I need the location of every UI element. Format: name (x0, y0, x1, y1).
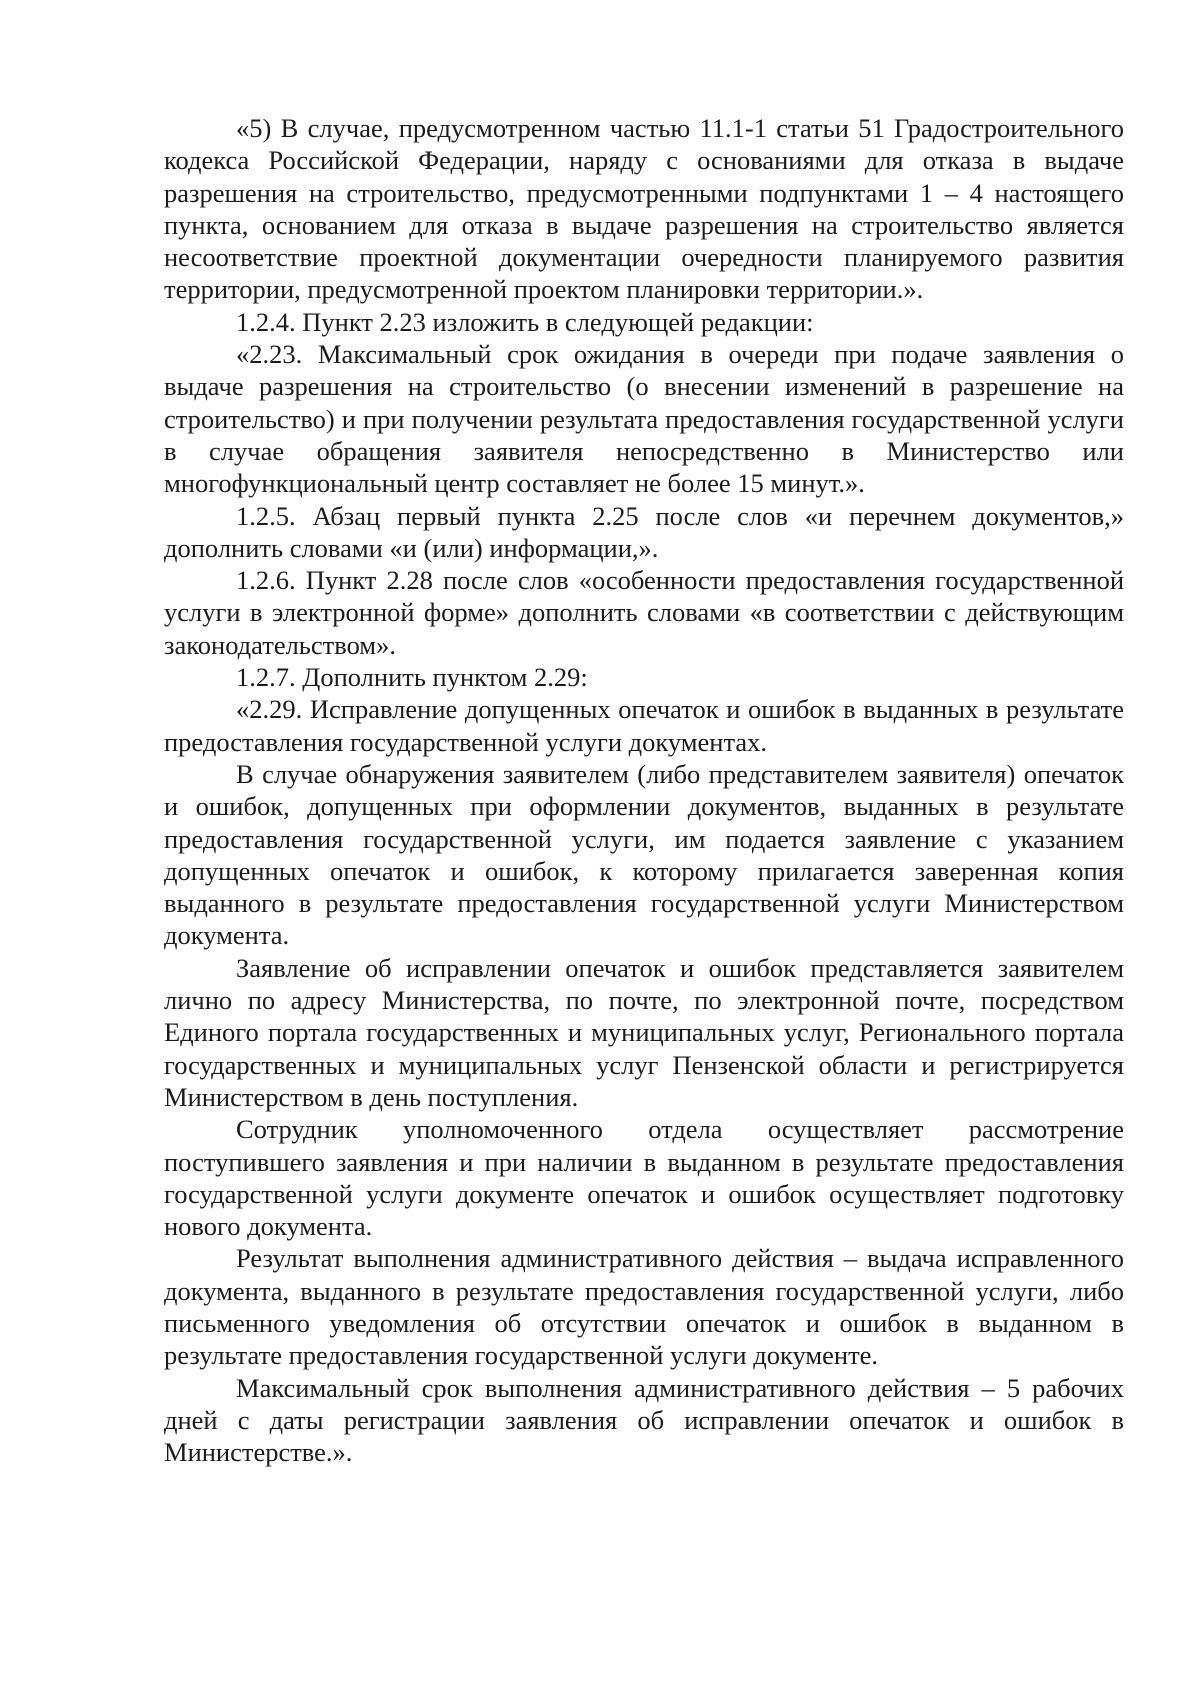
paragraph-clause-5: «5) В случае, предусмотренном частью 11.1-1 статьи 51 Градостроительного кодекса Российской Федерации, наряду с основаниями для отказа в выдаче разрешения на строительство, предусмотренными подпунктами 1 – 4 настоящего пункта, основанием для отказа в выдаче разрешения на строительство является несоответствие проектной документации очередности планируемого развития территории, предусмотренной проектом планировки территории.». (164, 113, 1124, 305)
paragraph-2-29-detection: В случае обнаружения заявителем (либо представителем заявителя) опечаток и ошибок, допущенных при оформлении документов, выданных в результате предоставления государственной услуги, им подается заявление с указанием допущенных опечаток и ошибок, к которому прилагается заверенная копия выданного в результате предоставления государственной услуги Министерством документа. (164, 758, 1124, 951)
paragraph-1-2-4: 1.2.4. Пункт 2.23 изложить в следующей редакции: (236, 306, 814, 337)
document-body (164, 112, 1124, 1468)
paragraph-2-29-submission: Заявление об исправлении опечаток и ошибок представляется заявителем лично по адресу Министерства, по почте, по электронной почте, посредством Единого портала государственных и муниципальных услуг, Регионального портала государственных и муниципальных услуг Пензенской области и регистрируется Министерством в день поступления. (164, 952, 1124, 1112)
paragraph-2-29-result: Результат выполнения административного действия – выдача исправленного документа, выданного в результате предоставления государственной услуги, либо письменного уведомления об отсутствии опечаток и ошибок в выданном в результате предоставления государственной услуги документе. (164, 1243, 1124, 1371)
paragraph-2-23: «2.23. Максимальный срок ожидания в очереди при подаче заявления о выдаче разрешения на строительство (о внесении изменений в разрешение на строительство) и при получении результата предоставления государственной услуги в случае обращения заявителя непосредственно в Министерство или многофункциональный центр составляет не более 15 минут.». (164, 339, 1124, 499)
paragraph-1-2-6: 1.2.6. Пункт 2.28 после слов «особенности предоставления государственной услуги в электронной форме» дополнить словами «в соответствии с действующим законодательством». (164, 565, 1124, 660)
paragraph-2-29-title: «2.29. Исправление допущенных опечаток и ошибок в выданных в результате предоставления государственной услуги документах. (164, 694, 1124, 757)
paragraph-2-29-deadline: Максимальный срок выполнения административного действия – 5 рабочих дней с даты регистрации заявления об исправлении опечаток и ошибок в Министерстве.». (164, 1372, 1124, 1468)
paragraph-2-29-review: Сотрудник уполномоченного отдела осуществляет рассмотрение поступившего заявления и при наличии в выданном в результате предоставления государственной услуги документе опечаток и ошибок осуществляет подготовку нового документа. (164, 1114, 1124, 1242)
paragraph-1-2-7: 1.2.7. Дополнить пунктом 2.29: (236, 662, 588, 693)
paragraph-1-2-5: 1.2.5. Абзац первый пункта 2.25 после слов «и перечнем документов,» дополнить словами «и (или) информации,». (164, 500, 1124, 563)
